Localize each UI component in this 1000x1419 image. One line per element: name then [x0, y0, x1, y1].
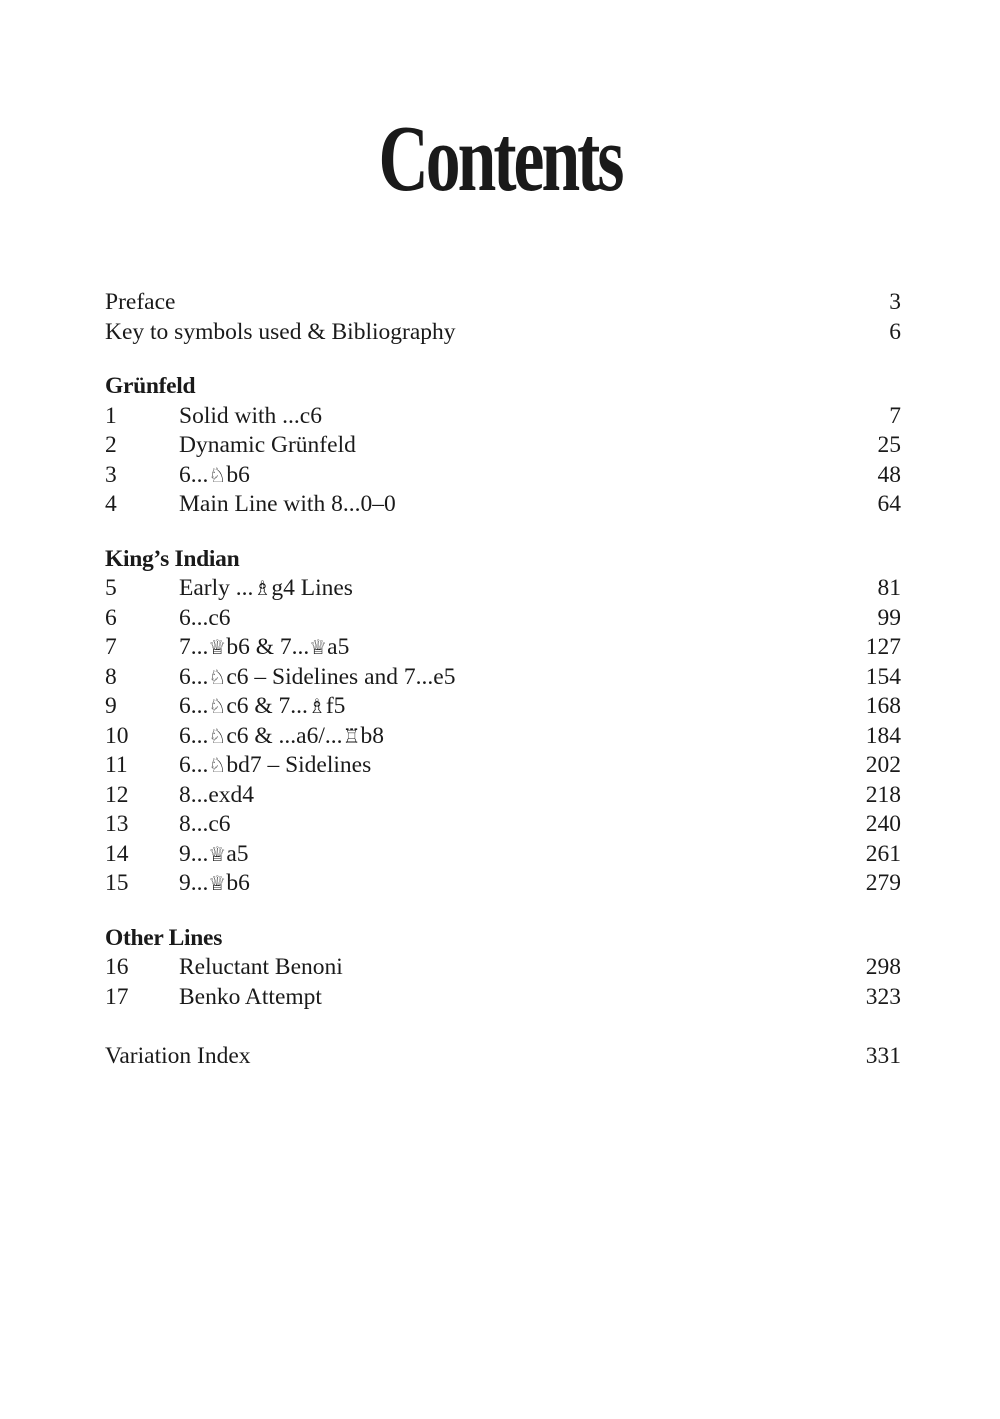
- toc-chapter-4[interactable]: [105, 490, 901, 520]
- chess-piece-icon: ♘: [208, 723, 227, 748]
- toc-chapter-1[interactable]: [105, 402, 901, 432]
- toc-entry-title: Variation Index: [105, 1043, 251, 1069]
- chapter-page: 168: [865, 693, 901, 719]
- chapter-title: 6...♘bd7 – Sidelines: [179, 752, 372, 778]
- toc-chapter-15[interactable]: [105, 869, 901, 899]
- toc-chapter-11[interactable]: [105, 751, 901, 781]
- chapter-number: 14: [105, 840, 129, 867]
- toc-chapter-16[interactable]: [105, 953, 901, 983]
- chapter-page: 154: [865, 663, 901, 690]
- chapter-page: 261: [865, 840, 901, 867]
- toc-chapter-6[interactable]: [105, 604, 901, 634]
- chapter-page: 64: [877, 491, 901, 517]
- toc-entry-page: 3: [889, 289, 901, 315]
- chapter-page: 48: [877, 461, 901, 488]
- table-of-contents: [105, 288, 901, 1072]
- chapter-page: 279: [865, 870, 901, 896]
- toc-entry-variation-index[interactable]: [105, 1042, 901, 1072]
- chess-piece-icon: ♗: [307, 694, 326, 718]
- toc-entry-key-to-symbols[interactable]: [105, 318, 901, 348]
- toc-entry-page: 6: [889, 318, 901, 345]
- section-heading-grunfeld: Grünfeld: [105, 373, 196, 399]
- chapter-page: 127: [865, 634, 901, 660]
- chapter-title: 6...♘b6: [179, 461, 250, 488]
- chapter-title: 8...exd4: [179, 781, 255, 808]
- chapter-title: 6...♘c6 – Sidelines and 7...e5: [179, 663, 456, 690]
- chess-piece-icon: ♖: [342, 723, 361, 748]
- chapter-number: 6: [105, 604, 117, 631]
- toc-entry-page: 331: [865, 1043, 901, 1069]
- chapter-page: 240: [865, 811, 901, 837]
- chapter-number: 4: [105, 491, 117, 517]
- chapter-number: 16: [105, 954, 129, 980]
- chess-piece-icon: ♘: [208, 694, 227, 718]
- chapter-page: 99: [877, 604, 901, 631]
- chess-piece-icon: ♗: [253, 576, 272, 600]
- chapter-page: 25: [877, 432, 901, 458]
- chapter-title: Main Line with 8...0–0: [179, 491, 396, 517]
- chapter-number: 10: [105, 722, 129, 749]
- toc-chapter-7[interactable]: [105, 633, 901, 663]
- chapter-number: 12: [105, 781, 129, 808]
- chapter-page: 81: [877, 575, 901, 601]
- chapter-title: 6...♘c6 & 7...♗f5: [179, 693, 346, 719]
- chapter-page: 7: [889, 402, 901, 429]
- spacer: [105, 1012, 901, 1042]
- chapter-number: 5: [105, 575, 117, 601]
- page-title: Contents: [378, 107, 622, 211]
- chapter-title: 9...♕a5: [179, 840, 249, 867]
- toc-chapter-12[interactable]: [105, 781, 901, 811]
- chapter-title: 6...♘c6 & ...a6/...♖b8: [179, 722, 384, 749]
- toc-chapter-14[interactable]: [105, 840, 901, 870]
- chapter-title: 6...c6: [179, 604, 231, 631]
- chess-piece-icon: ♕: [208, 841, 227, 866]
- toc-entry-preface[interactable]: [105, 288, 901, 318]
- chapter-number: 3: [105, 461, 117, 488]
- chapter-page: 298: [865, 954, 901, 980]
- toc-chapter-13[interactable]: [105, 810, 901, 840]
- chess-piece-icon: ♕: [208, 635, 227, 659]
- chapter-number: 17: [105, 983, 129, 1010]
- toc-chapter-3[interactable]: [105, 461, 901, 491]
- chapter-title: 8...c6: [179, 811, 231, 837]
- toc-entry-title: Key to symbols used & Bibliography: [105, 318, 456, 345]
- chapter-title: 7...♕b6 & 7...♕a5: [179, 634, 350, 660]
- chess-piece-icon: ♘: [208, 462, 227, 487]
- chapter-title: Reluctant Benoni: [179, 954, 343, 980]
- chess-piece-icon: ♘: [208, 753, 227, 777]
- chapter-number: 1: [105, 402, 117, 429]
- chapter-number: 9: [105, 693, 117, 719]
- toc-entry-title: Preface: [105, 289, 176, 315]
- section-heading-kings-indian: King’s Indian: [105, 545, 240, 572]
- toc-chapter-10[interactable]: [105, 722, 901, 752]
- toc-chapter-5[interactable]: [105, 574, 901, 604]
- section-heading-other-lines: Other Lines: [105, 924, 223, 951]
- chess-piece-icon: ♕: [309, 635, 328, 659]
- chapter-page: 323: [865, 983, 901, 1010]
- chapter-number: 8: [105, 663, 117, 690]
- toc-chapter-8[interactable]: [105, 663, 901, 693]
- chapter-page: 218: [865, 781, 901, 808]
- chapter-number: 15: [105, 870, 129, 896]
- chapter-page: 184: [865, 722, 901, 749]
- chess-piece-icon: ♕: [208, 871, 227, 895]
- chapter-title: Benko Attempt: [179, 983, 322, 1010]
- chapter-title: 9...♕b6: [179, 870, 250, 896]
- chess-piece-icon: ♘: [208, 664, 227, 689]
- toc-chapter-9[interactable]: [105, 692, 901, 722]
- chapter-page: 202: [865, 752, 901, 778]
- chapter-number: 11: [105, 752, 128, 778]
- chapter-title: Early ...♗g4 Lines: [179, 575, 353, 601]
- chapter-title: Dynamic Grünfeld: [179, 432, 356, 458]
- chapter-number: 7: [105, 634, 117, 660]
- toc-chapter-2[interactable]: [105, 431, 901, 461]
- toc-chapter-17[interactable]: [105, 983, 901, 1013]
- chapter-number: 13: [105, 811, 129, 837]
- chapter-title: Solid with ...c6: [179, 402, 322, 429]
- chapter-number: 2: [105, 432, 117, 458]
